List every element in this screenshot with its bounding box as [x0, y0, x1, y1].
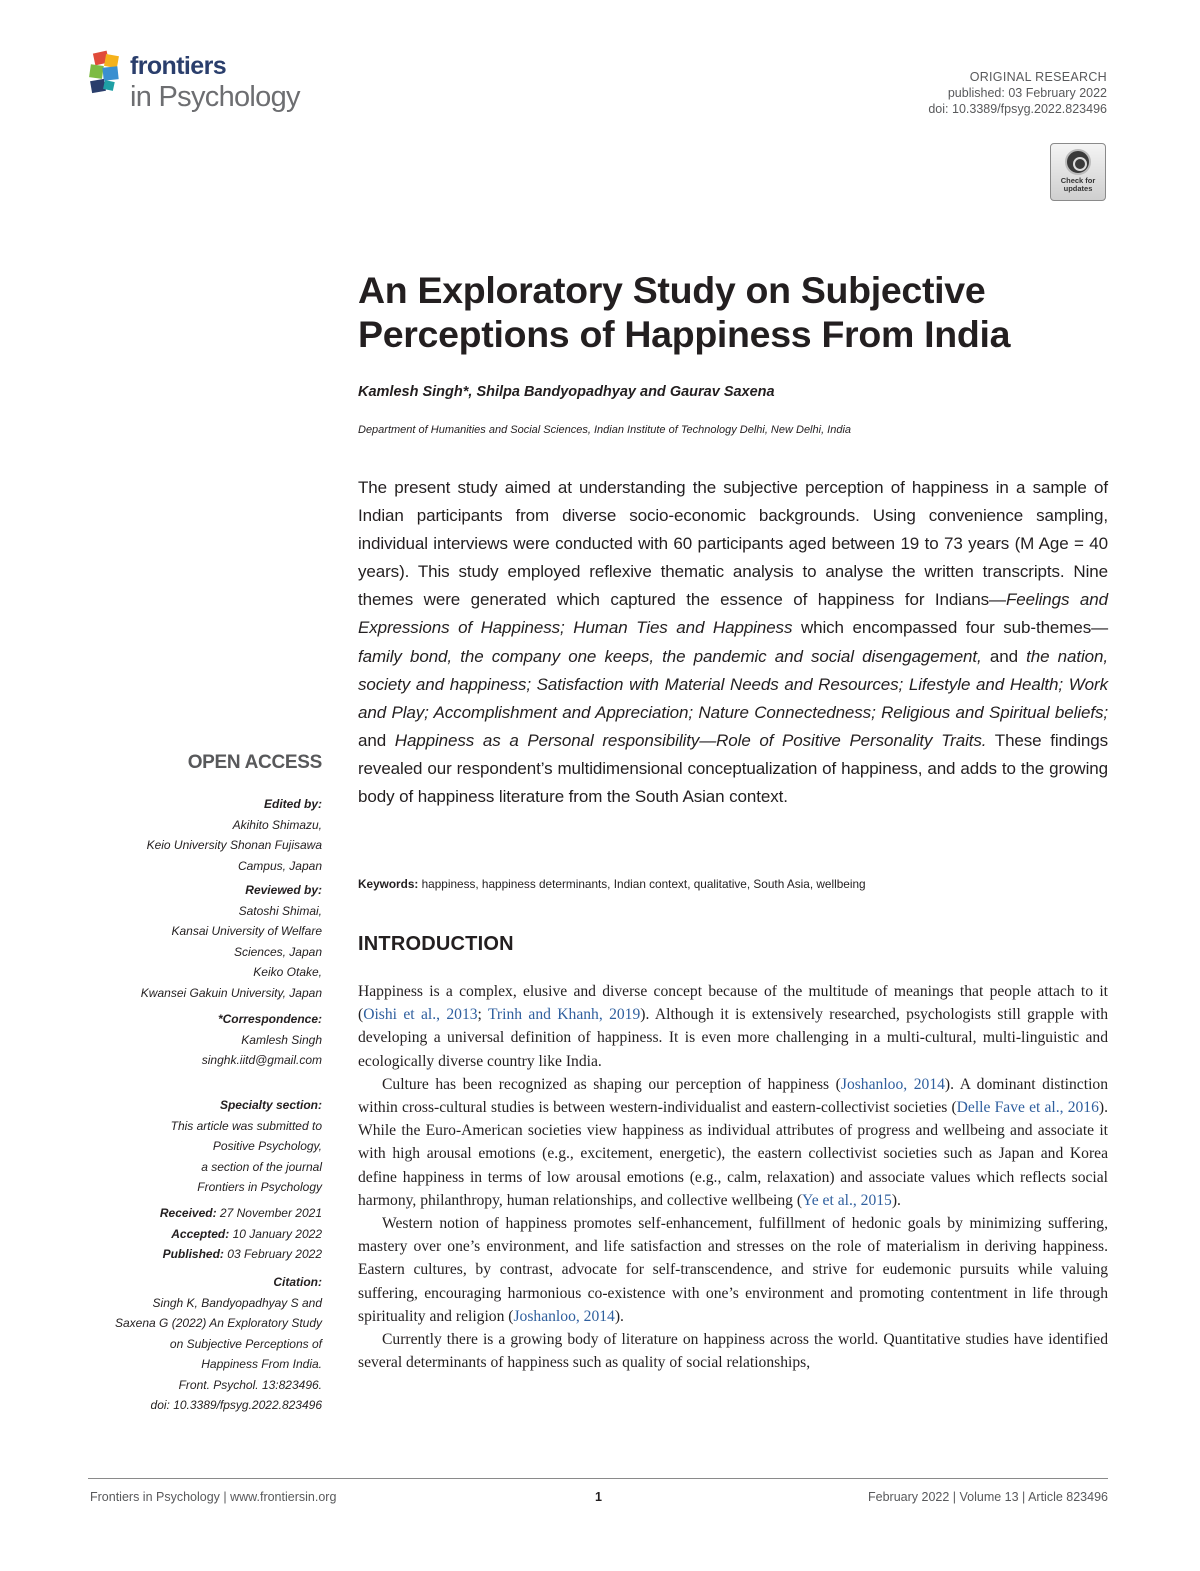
published-date: published: 03 February 2022	[947, 86, 1107, 100]
paragraph-text: ;	[477, 1006, 488, 1024]
abstract-text: which encompassed four sub-themes—	[792, 618, 1108, 638]
footer-journal-link[interactable]: Frontiers in Psychology | www.frontiersin.org	[90, 1490, 337, 1504]
crossmark-label: Check for updates	[1060, 176, 1096, 193]
citation-label: Citation:	[273, 1275, 322, 1289]
logo-journal-text: in Psychology	[130, 81, 300, 113]
correspondent-name: Kamlesh Singh	[241, 1032, 322, 1047]
check-for-updates-badge[interactable]	[1050, 143, 1106, 201]
reviewer-affiliation: Sciences, Japan	[233, 944, 322, 959]
article-info-sidebar	[82, 794, 322, 1424]
citation-link[interactable]: Joshanloo, 2014	[840, 1075, 945, 1093]
reviewed-by-block	[82, 880, 322, 1003]
paragraph-text: Currently there is a growing body of literature on happiness across the world. Quantitative studies have identified several determinants of happiness such as quality of social relationships,	[358, 1331, 1108, 1372]
article-title: An Exploratory Study on Subjective Perceptions of Happiness From India	[358, 269, 1011, 355]
specialty-text: Frontiers in Psychology	[197, 1180, 322, 1194]
reviewer-name: Satoshi Shimai,	[238, 903, 322, 918]
edited-by-block	[82, 794, 322, 876]
editor-name: Akihito Shimazu,	[232, 817, 322, 832]
open-access-label: OPEN ACCESS	[187, 752, 322, 773]
citation-doi[interactable]: doi: 10.3389/fpsyg.2022.823496	[150, 1398, 322, 1412]
paragraph-text: Happiness is a complex, elusive and diverse concept because of the multitude of meanings that people attach to it (	[358, 983, 1108, 1024]
abstract-text: and	[981, 646, 1027, 666]
received-value: 27 November 2021	[216, 1206, 322, 1220]
section-heading-introduction: INTRODUCTION	[358, 933, 514, 955]
accepted-label: Accepted:	[171, 1226, 230, 1241]
paragraph-text: ). Although it is extensively researched, psychologists still grapple with developing a universal definition of happiness. It is even more challenging in a multi-cultural, multi-linguistic and ecologically diverse country like India.	[358, 1006, 1108, 1070]
paragraph	[358, 1073, 1108, 1212]
abstract-text: and	[358, 730, 395, 750]
editor-affiliation: Keio University Shonan Fujisawa	[146, 838, 322, 852]
keywords	[358, 877, 866, 891]
received-date	[82, 1203, 322, 1224]
abstract-text: The present study aimed at understanding the subjective perception of happiness in a sample of Indian participants from diverse socio-economic backgrounds. Using convenience sampling, individual interviews were conducted with 60 participants aged between 19 to 73 years (M Age = 40 years). This study employed reflexive thematic analysis to analyse the written transcripts. Nine themes were generated which captured the essence of happiness for Indians—	[358, 478, 1108, 610]
citation-text: Happiness From India.	[201, 1357, 322, 1371]
published-date-sidebar	[82, 1244, 322, 1265]
citation-text: Saxena G (2022) An Exploratory Study	[115, 1316, 322, 1330]
citation-link[interactable]: Trinh and Khanh, 2019	[487, 1006, 641, 1024]
abstract	[358, 474, 1108, 811]
keywords-list: happiness, happiness determinants, Indian context, qualitative, South Asia, wellbeing	[418, 877, 866, 891]
reviewer-affiliation: Kwansei Gakuin University, Japan	[140, 985, 322, 1000]
citation-link[interactable]: Ye et al., 2015	[802, 1191, 892, 1209]
paragraph	[358, 1212, 1108, 1328]
paragraph-text: ). A dominant distinction within cross-cultural studies is between western-individualist and eastern-collectivist societies (	[358, 1075, 1108, 1117]
correspondence-block	[82, 1009, 322, 1071]
reviewed-by-label: Reviewed by:	[245, 883, 322, 897]
edited-by-label: Edited by:	[263, 797, 322, 811]
paragraph-text: ). While the Euro-American societies view happiness as individual attributes of progress and wellbeing and associate it with high arousal emotions (e.g., excitement, energetic), the eastern collectivist societies such as Japan and Korea define happiness in terms of low arousal emotions (e.g., calm, relaxation) and associate values which reflects social harmony, philanthropy, human relationships, and collective wellbeing (	[358, 1099, 1108, 1209]
journal-logo	[88, 50, 318, 125]
author-affiliation: Department of Humanities and Social Sciences, Indian Institute of Technology Delhi, New Delhi, India	[358, 424, 852, 436]
dates-block	[82, 1203, 322, 1265]
received-label: Received:	[159, 1206, 217, 1220]
specialty-block	[82, 1095, 322, 1198]
paragraph	[358, 1328, 1108, 1374]
abstract-text: These findings revealed our respondent’s multidimensional conceptualization of happiness, and adds to the growing body of happiness literature from the South Asian context.	[358, 730, 1109, 807]
article-type: ORIGINAL RESEARCH	[969, 70, 1107, 84]
citation-text: Singh K, Bandyopadhyay S and	[152, 1295, 322, 1310]
abstract-emphasis: Feelings and Expressions of Happiness; Human Ties and Happiness	[358, 590, 1109, 638]
footer-issue-info: February 2022 | Volume 13 | Article 823496	[868, 1490, 1108, 1504]
doi[interactable]: doi: 10.3389/fpsyg.2022.823496	[928, 102, 1107, 116]
crossmark-icon	[1065, 149, 1091, 175]
paragraph-text: ).	[891, 1191, 901, 1209]
accepted-date	[82, 1224, 322, 1245]
abstract-emphasis: family bond, the company one keeps, the pandemic and social disengagement,	[358, 646, 982, 666]
paragraph-text: Western notion of happiness promotes self-enhancement, fulfillment of hedonic goals by minimizing suffering, mastery over one’s environment, and life satisfaction and stresses on the role of materialism in deriving happiness. Eastern cultures, by contrast, advocate for self-transcendence, and strive for eudemonic pursuits while valuing suffering, encouraging harmonious co-existence with one’s environment and promoting contentment in life through spirituality and religion (	[358, 1215, 1108, 1325]
paragraph-text: ).	[614, 1307, 624, 1325]
paragraph	[358, 980, 1108, 1073]
author-list: Kamlesh Singh*, Shilpa Bandyopadhyay and Gaurav Saxena	[358, 384, 775, 400]
introduction-body	[358, 980, 1108, 1374]
reviewer-affiliation: Kansai University of Welfare	[171, 924, 322, 938]
editor-affiliation: Campus, Japan	[237, 858, 322, 873]
abstract-emphasis: Happiness as a Personal responsibility—Role of Positive Personality Traits.	[394, 730, 987, 750]
specialty-label: Specialty section:	[219, 1098, 322, 1112]
frontiers-logo-icon	[88, 50, 128, 96]
published-label: Published:	[162, 1247, 224, 1261]
footer-divider	[88, 1478, 1108, 1479]
correspondent-email[interactable]: singhk.iitd@gmail.com	[201, 1053, 322, 1067]
keywords-label: Keywords:	[358, 877, 419, 891]
abstract-emphasis: the nation, society and happiness; Satisfaction with Material Needs and Resources; Lifestyle and Health; Work and Play; Accomplishment and Appreciation; Nature Connectedness; Religious and Spiritual beliefs;	[358, 646, 1108, 722]
citation-link[interactable]: Delle Fave et al., 2016	[956, 1099, 1099, 1117]
paragraph-text: Culture has been recognized as shaping our perception of happiness (	[382, 1075, 841, 1093]
logo-brand-text: frontiers	[130, 52, 227, 80]
published-value: 03 February 2022	[223, 1247, 322, 1261]
page-number: 1	[595, 1490, 602, 1504]
reviewer-name: Keiko Otake,	[253, 965, 322, 979]
citation-block	[82, 1272, 322, 1416]
citation-text: on Subjective Perceptions of	[169, 1336, 322, 1351]
citation-link[interactable]: Joshanloo, 2014	[513, 1307, 615, 1325]
specialty-text: a section of the journal	[201, 1159, 322, 1174]
citation-text: Front. Psychol. 13:823496.	[178, 1377, 322, 1392]
specialty-text: This article was submitted to	[170, 1118, 322, 1133]
correspondence-label: *Correspondence:	[217, 1012, 322, 1026]
citation-link[interactable]: Oishi et al., 2013	[363, 1006, 478, 1024]
specialty-text: Positive Psychology,	[212, 1139, 322, 1153]
accepted-value: 10 January 2022	[229, 1226, 322, 1241]
